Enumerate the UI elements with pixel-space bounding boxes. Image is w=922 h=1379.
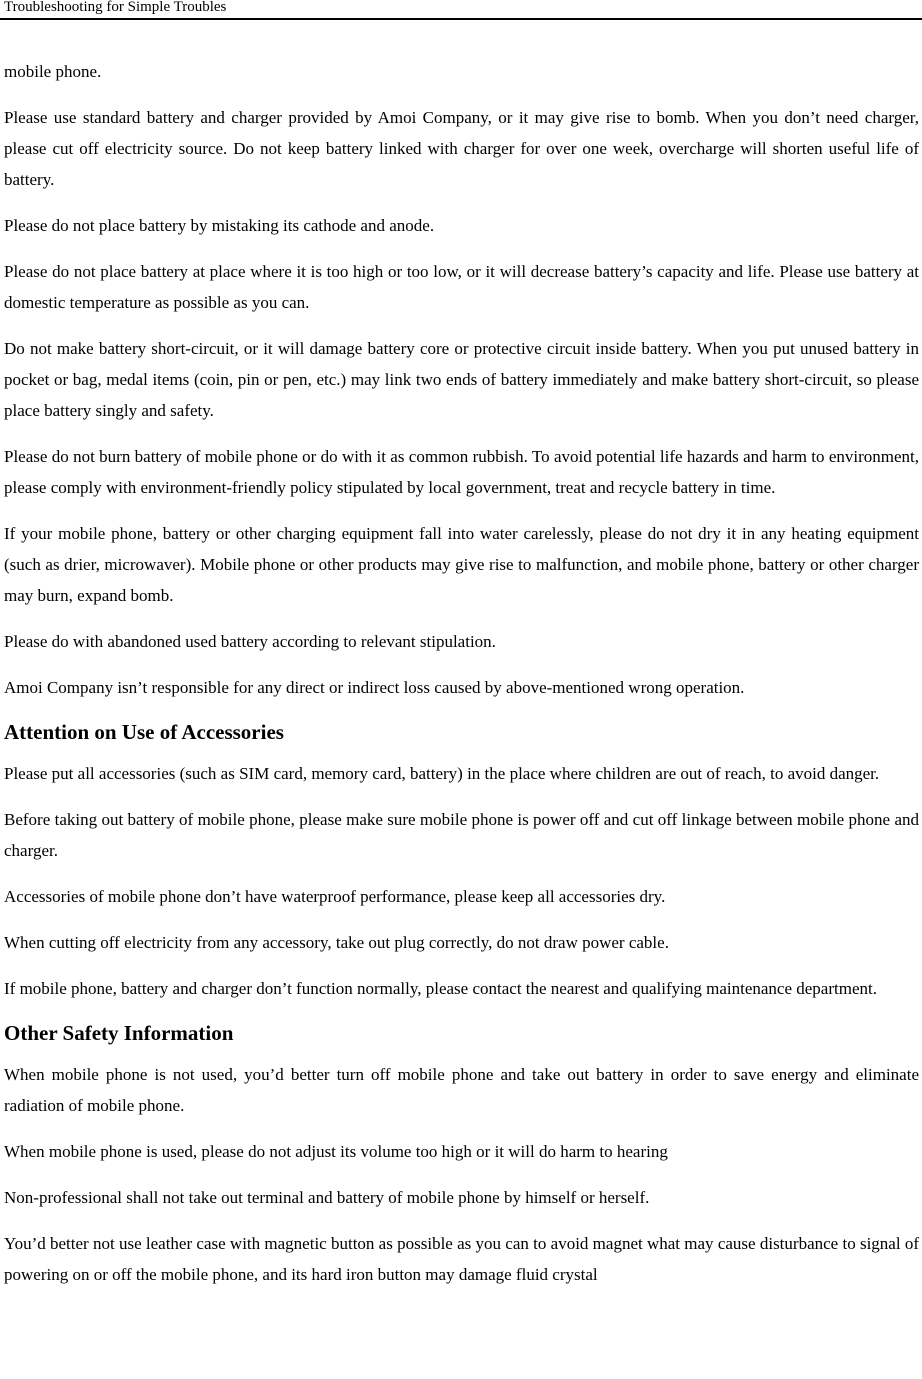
header-rule <box>0 18 922 20</box>
paragraph: mobile phone. <box>4 62 102 81</box>
paragraph: Accessories of mobile phone don’t have waterproof performance, please keep all accessories dry. <box>4 887 666 906</box>
section-heading-accessories: Attention on Use of Accessories <box>4 720 284 744</box>
section-heading-safety: Other Safety Information <box>4 1021 234 1045</box>
paragraph: You’d better not use leather case with magnetic button as possible as you can to avoid magnet what may cause disturbance to signal of powering on or off the mobile phone, and its hard iron button may damage fluid crystal <box>4 1234 919 1284</box>
paragraph: Please do not place battery at place where it is too high or too low, or it will decrease battery’s capacity and life. Please use battery at domestic temperature as possible as you can. <box>4 262 919 312</box>
running-header: Troubleshooting for Simple Troubles <box>4 0 227 15</box>
paragraph: Please use standard battery and charger provided by Amoi Company, or it may give rise to bomb. When you don’t need charger, please cut off electricity source. Do not keep battery linked with charger for over one week, overcharge will shorten useful life of battery. <box>4 108 919 189</box>
paragraph: If your mobile phone, battery or other charging equipment fall into water carelessly, please do not dry it in any heating equipment (such as drier, microwaver). Mobile phone or other products may give rise to malfunction, and mobile phone, battery or other charger may burn, expand bomb. <box>4 524 919 605</box>
paragraph: Please do not burn battery of mobile phone or do with it as common rubbish. To avoid potential life hazards and harm to environment, please comply with environment-friendly policy stipulated by local government, treat and recycle battery in time. <box>4 447 919 497</box>
paragraph: When cutting off electricity from any accessory, take out plug correctly, do not draw power cable. <box>4 933 669 952</box>
paragraph: Before taking out battery of mobile phone, please make sure mobile phone is power off and cut off linkage between mobile phone and charger. <box>4 810 919 860</box>
paragraph: Please put all accessories (such as SIM card, memory card, battery) in the place where children are out of reach, to avoid danger. <box>4 764 880 783</box>
paragraph: Non-professional shall not take out terminal and battery of mobile phone by himself or herself. <box>4 1188 650 1207</box>
document-body <box>4 56 919 1305</box>
paragraph: Please do with abandoned used battery according to relevant stipulation. <box>4 632 496 651</box>
paragraph: Please do not place battery by mistaking its cathode and anode. <box>4 216 435 235</box>
paragraph: Amoi Company isn’t responsible for any direct or indirect loss caused by above-mentioned wrong operation. <box>4 678 745 697</box>
paragraph: When mobile phone is not used, you’d better turn off mobile phone and take out battery in order to save energy and eliminate radiation of mobile phone. <box>4 1065 919 1115</box>
paragraph: Do not make battery short-circuit, or it will damage battery core or protective circuit inside battery. When you put unused battery in pocket or bag, medal items (coin, pin or pen, etc.) may link two ends of battery immediately and make battery short-circuit, so please place battery singly and safety. <box>4 339 919 420</box>
paragraph: When mobile phone is used, please do not adjust its volume too high or it will do harm to hearing <box>4 1142 668 1161</box>
paragraph: If mobile phone, battery and charger don’t function normally, please contact the nearest and qualifying maintenance department. <box>4 979 877 998</box>
